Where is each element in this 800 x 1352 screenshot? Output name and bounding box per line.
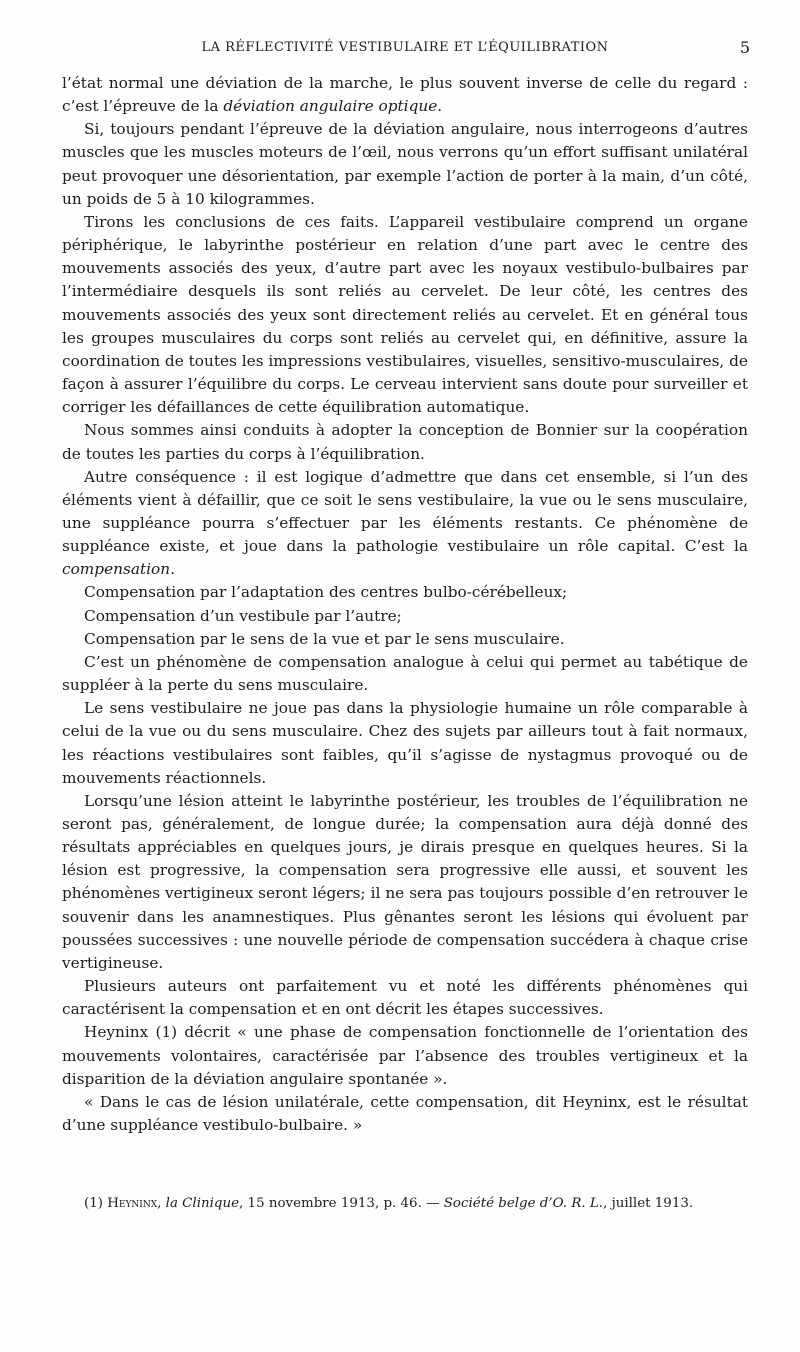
paragraph-12: Plusieurs auteurs ont parfaitement vu et noté les différents phénomènes qui caractérisent la compensation et en ont décrit les étapes successives. — [62, 977, 748, 1019]
footnote-marker: (1) — [84, 1196, 108, 1211]
term-compensation: compensation — [62, 560, 171, 579]
paragraph-2: Si, toujours pendant l’épreuve de la déviation angulaire, nous interrogeons d’autres muscles que les muscles moteurs de l’œil, nous verrons qu’un effort suffisant unilatéral peut provoquer une désorientation, par exemple l’action de porter à la main, d’un côté, un poids de 5 à 10 kilogrammes. — [62, 120, 748, 208]
paragraph-1-end: . — [437, 97, 443, 116]
footnote-journal: la Clinique — [165, 1196, 240, 1211]
paragraph-11: Lorsqu’une lésion atteint le labyrinthe postérieur, les troubles de l’équilibration ne seront pas, généralement, de longue durée; la compensation aura déjà donné des résultats appréciables en quelques jours, je dirais presque en quelques heures. Si la lésion est progressive, la compensation sera progressive elle aussi, et souvent les phénomènes vertigineux seront légers; il ne sera pas toujours possible d’en retrouver le souvenir dans les anamnestiques. Plus gênantes seront les lésions qui évoluent par poussées successives : une nouvelle période de compensation succédera à chaque crise vertigineuse. — [62, 791, 748, 972]
running-title: LA RÉFLECTIVITÉ VESTIBULAIRE ET L’ÉQUILIBRATION — [201, 40, 609, 55]
list-line-1: Compensation par l’adaptation des centres bulbo-cérébelleux; — [84, 583, 568, 602]
footnote-author: Heyninx — [107, 1196, 158, 1211]
footnote — [62, 1194, 748, 1214]
page-number: 5 — [739, 38, 750, 57]
paragraph-9: C’est un phénomène de compensation analogue à celui qui permet au tabétique de suppléer à la perte du sens musculaire. — [62, 652, 748, 695]
running-head — [60, 40, 750, 60]
paragraph-4: Nous sommes ainsi conduits à adopter la conception de Bonnier sur la coopération de toutes les parties du corps à l’équilibration. — [62, 421, 748, 463]
footnote-sep: , — [157, 1196, 166, 1211]
list-line-3: Compensation par le sens de la vue et par le sens musculaire. — [84, 629, 565, 648]
paragraph-13: Heyninx (1) décrit « une phase de compensation fonctionnelle de l’orientation des mouvements volontaires, caractérisée par l’absence des troubles vertigineux et la disparition de la déviation angulaire spontanée ». — [62, 1023, 748, 1088]
paragraph-5 — [62, 466, 748, 582]
paragraph-14: « Dans le cas de lésion unilatérale, cette compensation, dit Heyninx, est le résultat d’une suppléance vestibulo-bulbaire. » — [62, 1092, 748, 1135]
body-text — [62, 72, 748, 1137]
term-deviation-angulaire-optique: déviation angulaire optique — [223, 97, 438, 116]
paragraph-5-end: . — [170, 560, 175, 579]
paragraph-3: Tirons les conclusions de ces faits. L’appareil vestibulaire comprend un organe périphérique, le labyrinthe postérieur en relation d’une part avec le centre des mouvements associés des yeux, d’autre part avec les noyaux vestibulo-bulbaires par l’intermédiaire desquels ils sont reliés au cervelet. De leur côté, les centres des mouvements associés des yeux sont directement reliés au cervelet. Et en général tous les groupes musculaires du corps sont reliés au cervelet qui, en définitive, assure la coordination de toutes les impressions vestibulaires, visuelles, sensitivo-musculaires, de façon à assurer l’équilibre du corps. Le cerveau intervient sans doute pour surveiller et corriger les défaillances de cette équilibration automatique. — [62, 212, 748, 417]
paragraph-1 — [62, 72, 748, 118]
footnote-end: , juillet 1913. — [603, 1196, 694, 1211]
list-line-2: Compensation d’un vestibule par l’autre; — [84, 606, 402, 625]
paragraph-1-text: l’état normal une déviation de la marche, le plus souvent inverse de celle du regard : c’est l’épreuve de la — [62, 74, 748, 116]
footnote-society: Société belge d’O. R. L. — [443, 1196, 604, 1211]
footnote-middle: , 15 novembre 1913, p. 46. — — [239, 1196, 444, 1211]
paragraph-5-text: Autre conséquence : il est logique d’admettre que dans cet ensemble, si l’un des éléments vient à défaillir, que ce soit le sens vestibulaire, la vue ou le sens musculaire, une suppléance pourra s’effectuer par les éléments restants. Ce phénomène de suppléance existe, et joue dans la pathologie vestibulaire un rôle capital. C’est la — [62, 467, 748, 556]
paragraph-10: Le sens vestibulaire ne joue pas dans la physiologie humaine un rôle comparable à celui de la vue ou du sens musculaire. Chez des sujets par ailleurs tout à fait normaux, les réactions vestibulaires sont faibles, qu’il s’agisse de nystagmus provoqué ou de mouvements réactionnels. — [62, 699, 748, 787]
